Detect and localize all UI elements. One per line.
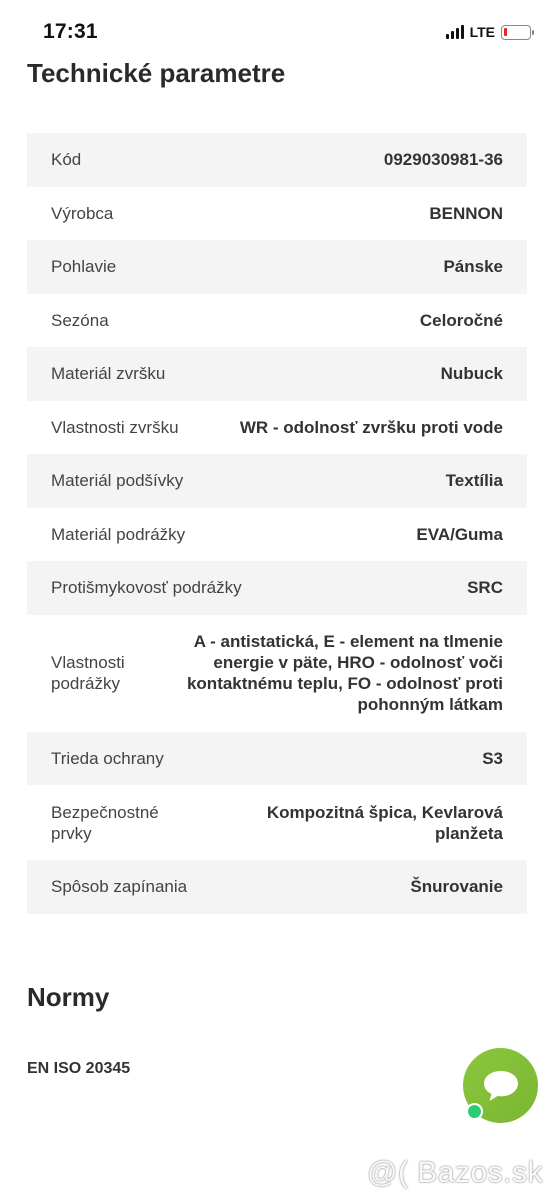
param-row bbox=[27, 561, 527, 615]
param-row bbox=[27, 454, 527, 508]
battery-icon bbox=[501, 25, 531, 40]
param-value: Textília bbox=[445, 471, 503, 491]
param-row bbox=[27, 401, 527, 455]
param-label: Bezpečnostné prvky bbox=[51, 802, 159, 843]
param-label: Vlastnosti podrážky bbox=[51, 653, 125, 693]
norm-code: EN ISO 20345 bbox=[27, 1060, 131, 1077]
param-value: Kompozitná špica, Kevlarová planžeta bbox=[266, 802, 503, 843]
param-row bbox=[27, 785, 527, 860]
param-value: S3 bbox=[482, 748, 503, 768]
param-label: Spôsob zapínania bbox=[51, 877, 188, 897]
parameters-table bbox=[27, 133, 527, 914]
param-row bbox=[27, 347, 527, 401]
param-label: Sezóna bbox=[51, 310, 109, 330]
param-value: Pánske bbox=[443, 257, 503, 277]
param-value: BENNON bbox=[429, 203, 503, 223]
signal-icon bbox=[446, 25, 464, 39]
param-row bbox=[27, 294, 527, 348]
param-row bbox=[27, 133, 527, 187]
status-time: 17:31 bbox=[43, 20, 98, 43]
param-row bbox=[27, 187, 527, 241]
param-label: Vlastnosti zvršku bbox=[51, 417, 179, 437]
param-value: WR - odolnosť zvršku proti vode bbox=[239, 417, 503, 437]
param-value: Celoročné bbox=[419, 310, 503, 330]
param-value: Nubuck bbox=[440, 364, 503, 384]
param-value: EVA/Guma bbox=[416, 524, 503, 544]
param-value: A - antistatická, E - element na tlmenie energie v päte, HRO - odolnosť voči kontaktnému teplu, FO - odolnosť proti pohonným látkam bbox=[186, 632, 503, 714]
param-label: Trieda ochrany bbox=[51, 748, 164, 768]
param-row bbox=[27, 732, 527, 786]
param-label: Materiál podšívky bbox=[51, 471, 184, 491]
status-indicators bbox=[446, 24, 531, 40]
param-label: Materiál podrážky bbox=[51, 524, 186, 544]
norms-title: Normy bbox=[27, 982, 110, 1012]
param-label: Kód bbox=[51, 150, 82, 170]
param-label: Výrobca bbox=[51, 203, 114, 223]
param-value: Šnurovanie bbox=[410, 877, 503, 897]
param-value: 0929030981-36 bbox=[383, 150, 503, 170]
online-status-dot bbox=[466, 1103, 483, 1120]
param-row bbox=[27, 240, 527, 294]
param-row bbox=[27, 860, 527, 914]
param-value: SRC bbox=[467, 578, 503, 598]
param-label: Materiál zvršku bbox=[51, 364, 166, 384]
chat-bubble-icon bbox=[481, 1068, 521, 1104]
status-bar bbox=[0, 0, 555, 66]
param-row bbox=[27, 508, 527, 562]
param-label: Pohlavie bbox=[51, 257, 117, 277]
param-row bbox=[27, 615, 527, 732]
network-label: LTE bbox=[469, 24, 495, 40]
watermark: @( Bazos.sk bbox=[367, 1156, 543, 1189]
technical-parameters-title: Technické parametre bbox=[27, 58, 286, 88]
param-label: Protišmykovosť podrážky bbox=[51, 578, 242, 598]
